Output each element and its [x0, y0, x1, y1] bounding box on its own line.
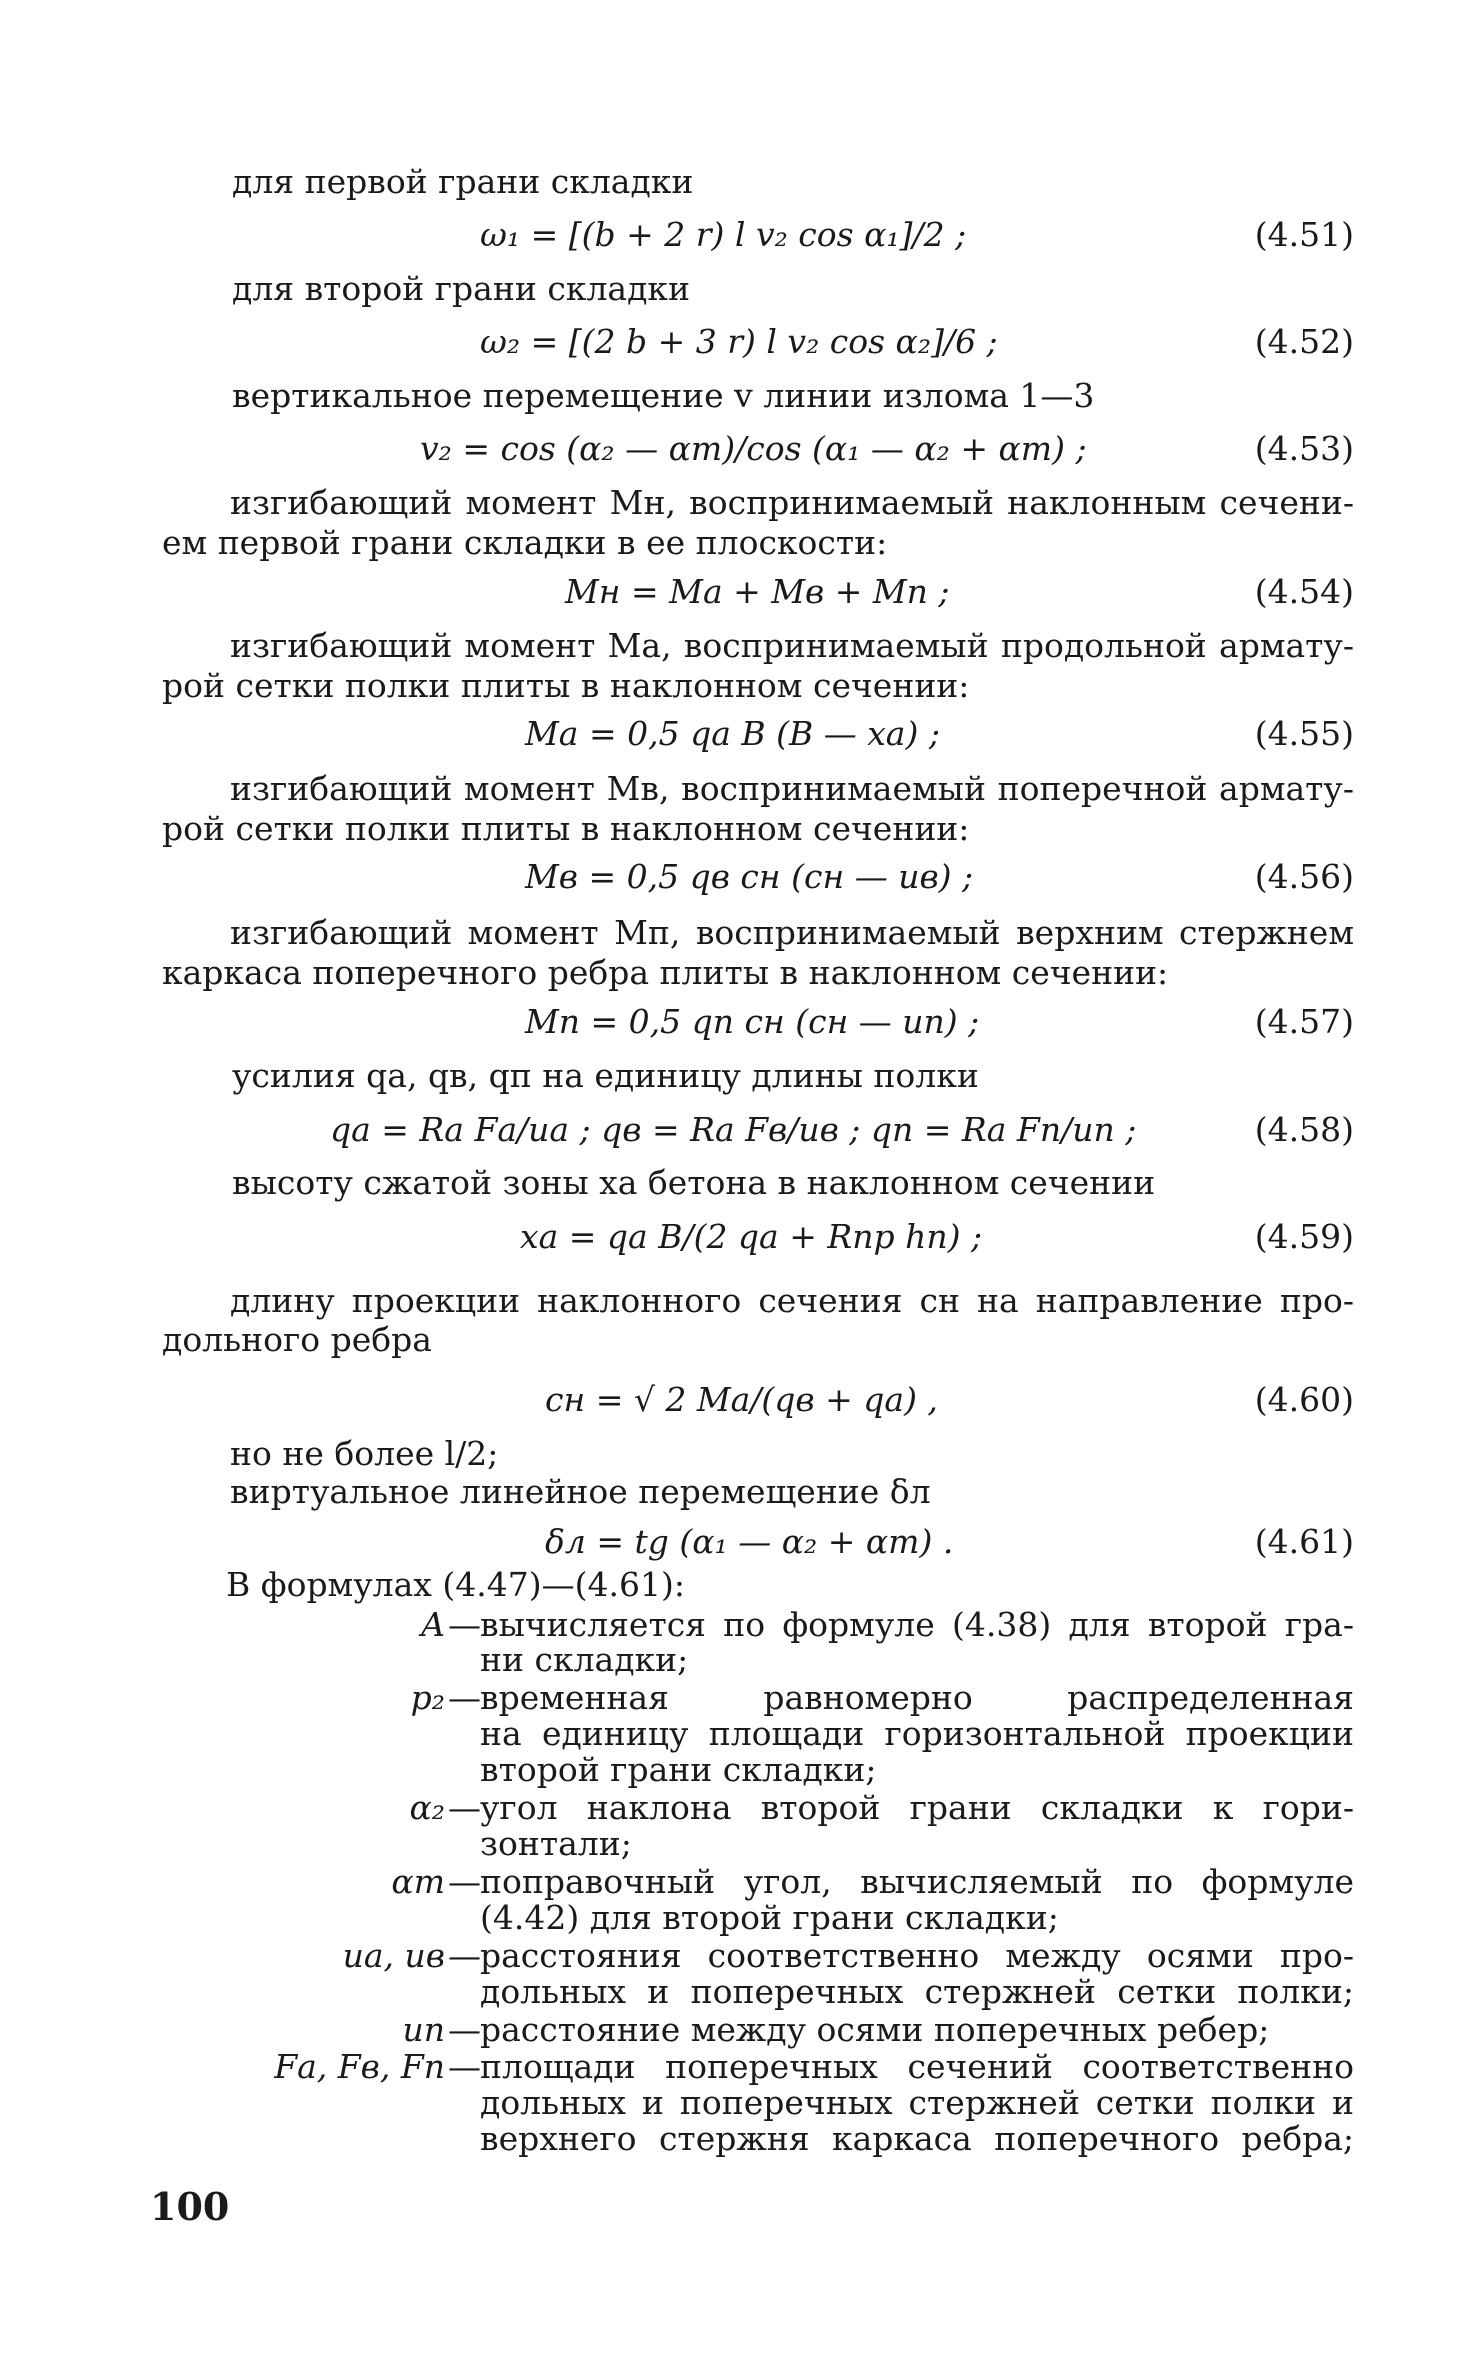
text-line — [0, 951, 1476, 995]
definition-dash: — — [448, 1936, 481, 1975]
paragraph-text: рой сетки полки плиты в наклонном сечении: — [162, 809, 970, 848]
paragraph-text: для первой грани складки — [232, 162, 694, 201]
paragraph-text: изгибающий момент Mп, воспринимаемый верхним стержнем — [230, 913, 1354, 952]
equation-number: (4.52) — [1254, 322, 1354, 361]
definition-text: на единицу площади горизонтальной проекции — [480, 1714, 1354, 1753]
definition-text: площади поперечных сечений соответственно — [480, 2047, 1354, 2086]
definition-symbol: A — [421, 1605, 445, 1644]
definition-symbol: uа, uв — [342, 1936, 445, 1975]
paragraph-text: виртуальное линейное перемещение δл — [230, 1472, 931, 1511]
equation-number: (4.59) — [1254, 1217, 1354, 1256]
text-line — [0, 1470, 1476, 1514]
definition-text: временная равномерно распределенная — [480, 1678, 1354, 1717]
definition-dash: — — [448, 1678, 481, 1717]
formula-row — [0, 1378, 1476, 1422]
text-line — [0, 1279, 1476, 1323]
paragraph-text: изгибающий момент Mн, воспринимаемый наклонным сечени- — [230, 483, 1354, 522]
definition-text: поправочный угол, вычисляемый по формуле — [480, 1862, 1354, 1901]
formula-4-56: Mв = 0,5 qв cн (cн — uв) ; — [525, 857, 974, 896]
definition-dash: — — [448, 1788, 481, 1827]
text-line — [0, 1054, 1476, 1098]
equation-number: (4.60) — [1254, 1380, 1354, 1419]
formula-row — [0, 570, 1476, 614]
equation-number: (4.55) — [1254, 714, 1354, 753]
definition-symbol: α₂ — [409, 1788, 445, 1827]
text-line — [0, 1563, 1476, 1607]
formula-4-61: δл = tg (α₁ — α₂ + αт) . — [545, 1522, 954, 1561]
text-line — [0, 664, 1476, 708]
text-line — [0, 267, 1476, 311]
definition-dash: — — [448, 1862, 481, 1901]
definition-text: второй грани складки; — [480, 1750, 877, 1789]
text-line — [0, 521, 1476, 565]
text-line — [0, 911, 1476, 955]
formula-4-52: ω₂ = [(2 b + 3 r) l v₂ cos α₂]/6 ; — [480, 322, 998, 361]
paragraph-text: рой сетки полки плиты в наклонном сечении: — [162, 666, 970, 705]
paragraph-text: усилия qа, qв, qп на единицу длины полки — [232, 1056, 979, 1095]
equation-number: (4.53) — [1254, 429, 1354, 468]
formula-4-59: xа = qа B/(2 qа + Rпр hп) ; — [520, 1217, 983, 1256]
definition-dash: — — [448, 2010, 481, 2049]
equation-number: (4.51) — [1254, 215, 1354, 254]
definition-dash: — — [448, 2047, 481, 2086]
definition-symbol: uп — [402, 2010, 445, 2049]
definition-row — [0, 2117, 1476, 2161]
paragraph-text: высоту сжатой зоны xа бетона в наклонном сечении — [232, 1163, 1156, 1202]
definition-text: дольных и поперечных стержней сетки полки и — [480, 2083, 1354, 2122]
formula-4-55: Mа = 0,5 qа B (B — xа) ; — [525, 714, 940, 753]
equation-number: (4.58) — [1254, 1110, 1354, 1149]
paragraph-text: длину проекции наклонного сечения cн на направление про- — [230, 1281, 1354, 1320]
paragraph-text: но не более l/2; — [230, 1434, 499, 1473]
definition-symbol: p₂ — [410, 1678, 445, 1717]
definition-text: зонтали; — [480, 1824, 632, 1863]
formula-4-51: ω₁ = [(b + 2 r) l v₂ cos α₁]/2 ; — [480, 215, 967, 254]
page-number: 100 — [150, 2184, 230, 2229]
formula-row — [0, 1108, 1476, 1152]
definition-symbol: αт — [391, 1862, 445, 1901]
formula-row — [0, 855, 1476, 899]
formula-row — [0, 427, 1476, 471]
paragraph-text: изгибающий момент Mа, воспринимаемый продольной армату- — [230, 626, 1354, 665]
text-line — [0, 624, 1476, 668]
text-line — [0, 1318, 1476, 1362]
text-line — [0, 807, 1476, 851]
formula-row — [0, 1000, 1476, 1044]
definition-text: расстояние между осями поперечных ребер; — [480, 2010, 1270, 2049]
paragraph-text: дольного ребра — [162, 1320, 432, 1359]
text-line — [0, 767, 1476, 811]
definition-text: ни складки; — [480, 1640, 689, 1679]
formula-4-53: v₂ = cos (α₂ — αт)/cos (α₁ — α₂ + αт) ; — [420, 429, 1087, 468]
text-line — [0, 481, 1476, 525]
text-line — [0, 160, 1476, 204]
text-line — [0, 1161, 1476, 1205]
definition-text: расстояния соответственно между осями про- — [480, 1936, 1354, 1975]
paragraph-text: для второй грани складки — [232, 269, 691, 308]
formula-4-58: qа = Rа Fа/uа ; qв = Rа Fв/uв ; qп = Rа Fп/uп ; — [330, 1110, 1137, 1149]
formula-row — [0, 213, 1476, 257]
formula-row — [0, 1215, 1476, 1259]
paragraph-text: В формулах (4.47)—(4.61): — [226, 1565, 685, 1604]
equation-number: (4.56) — [1254, 857, 1354, 896]
paragraph-text: каркаса поперечного ребра плиты в наклонном сечении: — [162, 953, 1169, 992]
text-line — [0, 374, 1476, 418]
equation-number: (4.57) — [1254, 1002, 1354, 1041]
equation-number: (4.61) — [1254, 1522, 1354, 1561]
paragraph-text: вертикальное перемещение v линии излома 1—3 — [232, 376, 1095, 415]
definition-text: дольных и поперечных стержней сетки полки; — [480, 1972, 1354, 2011]
definition-text: верхнего стержня каркаса поперечного ребра; — [480, 2119, 1354, 2158]
definition-text: (4.42) для второй грани складки; — [480, 1898, 1059, 1937]
formula-4-57: Mп = 0,5 qп cн (cн — uп) ; — [525, 1002, 980, 1041]
formula-4-54: Mн = Mа + Mв + Mп ; — [565, 572, 950, 611]
equation-number: (4.54) — [1254, 572, 1354, 611]
formula-row — [0, 320, 1476, 364]
definition-dash: — — [448, 1605, 481, 1644]
definition-text: вычисляется по формуле (4.38) для второй гра- — [480, 1605, 1354, 1644]
formula-row — [0, 712, 1476, 756]
formula-4-60: cн = √ 2 Mа/(qв + qа) , — [545, 1380, 938, 1419]
paragraph-text: изгибающий момент Mв, воспринимаемый поперечной армату- — [230, 769, 1354, 808]
definition-text: угол наклона второй грани складки к гори- — [480, 1788, 1354, 1827]
definition-symbol: Fа, Fв, Fп — [274, 2047, 445, 2086]
formula-row — [0, 1520, 1476, 1564]
paragraph-text: ем первой грани складки в ее плоскости: — [162, 523, 888, 562]
